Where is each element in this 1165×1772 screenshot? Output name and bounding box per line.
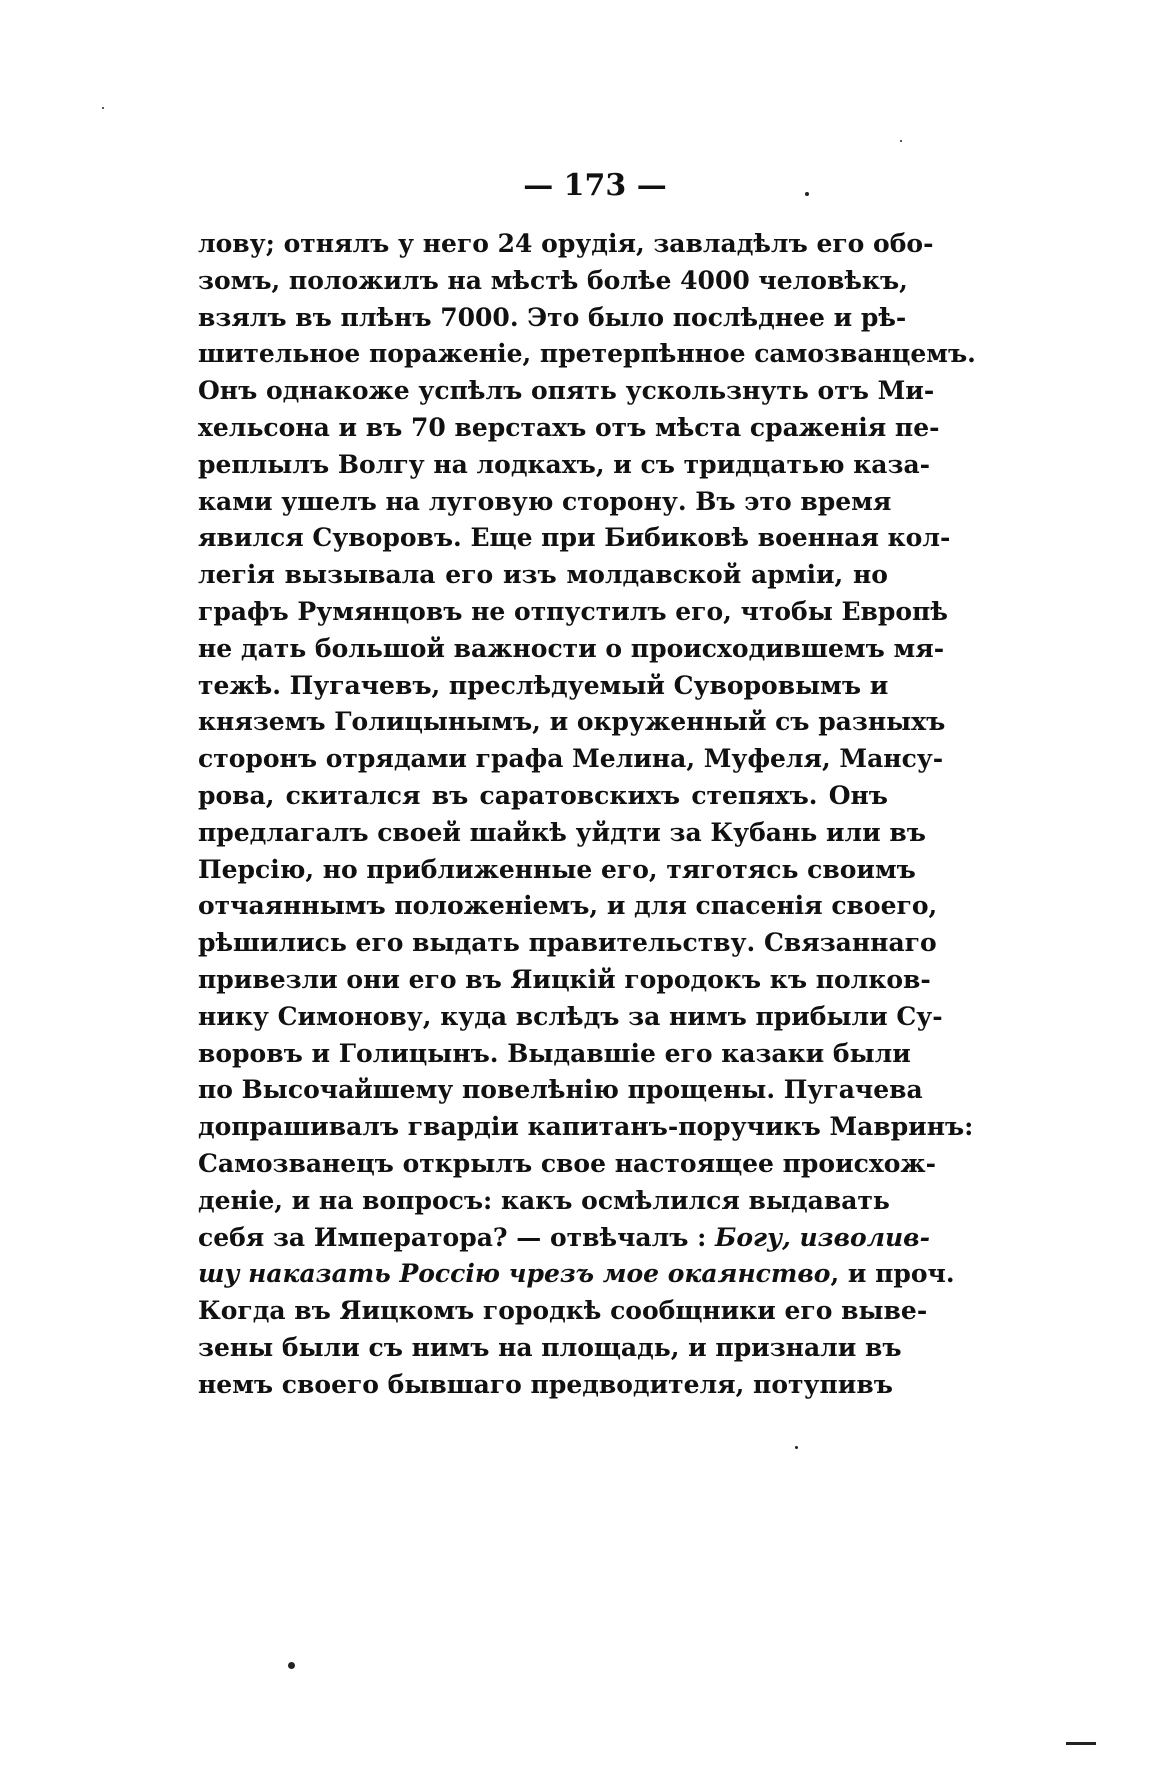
- text-line: явился Суворовъ. Еще при Бибиковѣ военная кол-: [198, 523, 951, 553]
- text-line: графъ Румянцовъ не отпустилъ его, чтобы Европѣ: [198, 596, 948, 626]
- text-line: [198, 1256, 955, 1293]
- text-line: Самозванецъ открылъ свое настоящее происхож-: [198, 1148, 937, 1178]
- scan-mark: [1066, 1742, 1096, 1745]
- text-line: взялъ въ плѣнъ 7000. Это было послѣднее и рѣ-: [198, 302, 907, 332]
- text-line: зены были съ нимъ на площадь, и признали въ: [198, 1332, 902, 1362]
- body-text: [198, 226, 976, 1404]
- italic-quote: Богу, изволив-: [715, 1222, 930, 1252]
- text-segment: себя за Императора? — отвѣчалъ :: [198, 1222, 716, 1252]
- scan-speck: [102, 107, 104, 109]
- italic-quote: шу наказать Россію чрезъ мое окаянство: [198, 1259, 831, 1289]
- text-line: отчаяннымъ положеніемъ, и для спасенія своего,: [198, 891, 938, 921]
- text-line: княземъ Голицынымъ, и окруженный съ разныхъ: [198, 707, 946, 737]
- scan-speck: [900, 140, 902, 142]
- text-line: Персію, но приближенные его, тяготясь своимъ: [198, 854, 916, 884]
- text-segment: , и проч.: [830, 1259, 955, 1289]
- text-line: не дать большой важности о происходившемъ мя-: [198, 633, 945, 663]
- page-number: — 173 —: [523, 168, 667, 203]
- text-line: тежѣ. Пугачевъ, преслѣдуемый Суворовымъ и: [198, 670, 889, 700]
- scan-speck: [795, 1446, 798, 1449]
- text-line: рова, скитался въ саратовскихъ степяхъ. Онъ: [198, 780, 888, 810]
- text-line: Когда въ Яицкомъ городкѣ сообщники его вывe-: [198, 1296, 928, 1326]
- text-line: Онъ однакоже успѣлъ опять ускользнуть отъ Ми-: [198, 376, 935, 406]
- text-line: ками ушелъ на луговую сторону. Въ это время: [198, 486, 892, 516]
- scan-speck: [288, 1662, 295, 1669]
- text-line: допрашивалъ гвардіи капитанъ-поручикъ Мавринъ:: [198, 1112, 974, 1142]
- text-line: предлагалъ своей шайкѣ уйдти за Кубань или въ: [198, 817, 926, 847]
- text-line: по Высочайшему повелѣнію прощены. Пугачева: [198, 1075, 923, 1105]
- text-line: хельсона и въ 70 верстахъ отъ мѣста сраженія пе-: [198, 412, 940, 442]
- text-line: [198, 1220, 930, 1257]
- text-line: сторонъ отрядами графа Мелина, Муфеля, Мансу-: [198, 744, 944, 774]
- text-line: воровъ и Голицынъ. Выдавшіе его казаки были: [198, 1038, 911, 1068]
- text-line: реплылъ Волгу на лодкахъ, и съ тридцатью каза-: [198, 449, 931, 479]
- scan-speck: [805, 192, 809, 196]
- text-line: немъ своего бывшаго предводителя, потупивъ: [198, 1369, 893, 1399]
- text-line: привезли они его въ Яицкій городокъ къ полков-: [198, 964, 931, 994]
- text-line: рѣшились его выдать правительству. Связаннаго: [198, 928, 937, 958]
- text-line: деніе, и на вопросъ: какъ осмѣлился выдавать: [198, 1185, 890, 1215]
- text-line: зомъ, положилъ на мѣстѣ болѣе 4000 человѣкъ,: [198, 265, 908, 295]
- text-line: нику Симонову, куда вслѣдъ за нимъ прибыли Су-: [198, 1001, 943, 1031]
- text-line: легія вызывала его изъ молдавской арміи, но: [198, 560, 888, 590]
- text-line: лову; отнялъ у него 24 орудія, завладѣлъ его обо-: [198, 229, 934, 258]
- text-line: шительное пораженіе, претерпѣнное самозванцемъ.: [198, 339, 976, 369]
